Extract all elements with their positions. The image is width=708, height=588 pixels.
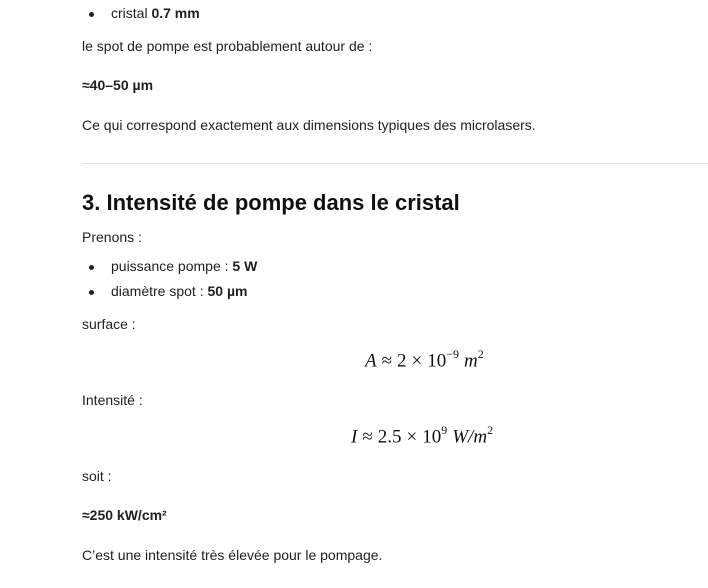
intensity-result: ≈250 kW/cm² — [82, 507, 167, 523]
math-unit-exponent: 2 — [487, 423, 494, 437]
list-item-label: cristal — [111, 5, 152, 21]
math-base: 10 — [427, 350, 447, 372]
list-item — [111, 283, 247, 299]
math-variable: A — [365, 350, 377, 372]
paragraph: le spot de pompe est probablement autour de : — [82, 38, 373, 54]
math-exponent: −9 — [446, 347, 460, 361]
surface-equation — [365, 348, 484, 372]
list-item-value: 5 W — [232, 258, 258, 274]
math-relation: ≈ — [362, 426, 373, 448]
surface-label: surface : — [82, 316, 136, 332]
paragraph: Prenons : — [82, 229, 142, 245]
list-item-label: diamètre spot : — [111, 283, 208, 299]
bullet-icon — [89, 265, 94, 270]
paragraph: Ce qui correspond exactement aux dimensions typiques des microlasers. — [82, 117, 536, 133]
intensity-label: Intensité : — [82, 392, 143, 408]
list-item-label: puissance pompe : — [111, 258, 233, 274]
bullet-icon — [89, 12, 94, 17]
bullet-icon — [89, 290, 94, 295]
paragraph: C’est une intensité très élevée pour le pompage. — [82, 547, 383, 563]
spot-estimate: ≈40–50 µm — [82, 77, 154, 93]
list-item-value: 50 µm — [207, 283, 248, 299]
intensity-equation — [351, 424, 493, 448]
math-coefficient: 2.5 — [377, 426, 402, 448]
soit-label: soit : — [82, 468, 112, 484]
math-unit: m — [464, 350, 478, 372]
section-divider — [82, 163, 708, 164]
math-times: × — [411, 350, 423, 372]
list-item — [111, 258, 257, 274]
math-times: × — [406, 426, 418, 448]
math-exponent: 9 — [441, 423, 448, 437]
math-relation: ≈ — [381, 350, 393, 372]
math-variable: I — [351, 426, 358, 448]
section-heading: 3. Intensité de pompe dans le cristal — [82, 190, 460, 215]
list-item-value: 0.7 mm — [151, 5, 200, 21]
math-unit-exponent: 2 — [477, 347, 484, 361]
math-base: 10 — [422, 426, 442, 448]
math-unit: W/m — [452, 426, 488, 448]
list-item — [111, 5, 200, 21]
math-coefficient: 2 — [397, 350, 407, 372]
